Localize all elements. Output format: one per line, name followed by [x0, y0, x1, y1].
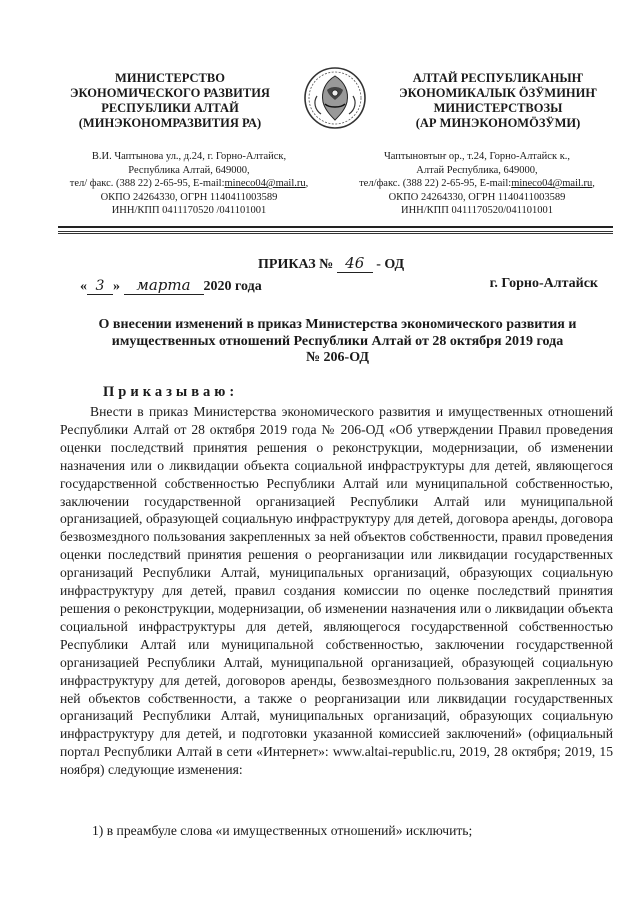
order-body-paragraph: Внести в приказ Министерства экономического развития и имущественных отношений Республики Алтай от 28 октября 2019 года № 206-ОД «Об утверждении Правил проведения оценки последствий принятия решения о реконструкции, модернизации, об изменении назначения или о ликвидации объекта социальной инфраструктуры для детей, являющегося государственной собственностью Республики Алтай или муниципальной собственностью, заключении государственной организацией Республики Алтай или муниципальной организацией, образующей социальную инфраструктуру для детей, договора аренды, договора безвозмездного пользования закрепленных за ней объектов собственности, правил проведения оценки последствий принятия решения о реорганизации или ликвидации государственных организаций Республики Алтай, муниципальных организаций, образующих социальную инфраструктуру для детей, правил создания комиссии по оценке последствий принятия решения о реконструкции, модернизации, об изменении назначения или о ликвидации объекта социальной инфраструктуры для детей, являющегося государственной собственностью Республики Алтай или муниципальной собственностью, заключении государственной организацией Республики Алтай, муниципальной организацией, образующей социальную инфраструктуру для детей, договоров аренды, безвозмездного пользования закрепленных за ней объектов собственности, а также о реорганизации или ликвидации государственных организаций Республики Алтай, муниципальных организаций, образующих социальную инфраструктуру для детей, и подготовки указанной комиссией заключений» (официальный портал Республики Алтай в сети «Интернет»: www.altai-republic.ru, 2019, 28 октября; 2019, 15 ноября) следующие изменения:: [60, 404, 613, 778]
right-ministry-line: (АР МИНЭКОНОМӦЗӰМИ): [415, 116, 581, 130]
order-title-prefix: ПРИКАЗ №: [258, 257, 334, 272]
order-month: марта: [124, 276, 204, 295]
right-address-street: Чаптыновтыҥ ор., т.24, Горно-Алтайск к.,: [383, 151, 571, 162]
date-quote-close: »: [113, 279, 120, 294]
right-ministry-line: АЛТАЙ РЕСПУБЛИКАНЫҤ: [412, 71, 584, 85]
left-contacts-suffix: ,: [305, 178, 309, 190]
right-email-link[interactable]: mineco04@mail.ru: [511, 178, 593, 190]
document-heading: [60, 317, 615, 367]
right-ministry-line: ЭКОНОМИКАЛЫК ӦЗӰМИНИҤ: [399, 86, 597, 100]
right-phone-label: тел/факс. (388 22) 2-65-95, E-mail:: [359, 178, 512, 190]
prikazyvayu-label: Приказываю:: [103, 384, 239, 400]
left-ministry-line: (МИНЭКОНОМРАЗВИТИЯ РА): [78, 116, 262, 130]
order-date: [80, 276, 262, 295]
left-address-inn: ИНН/КПП 0411170520 /041101001: [111, 205, 267, 217]
order-title: [258, 254, 404, 273]
date-quote-open: «: [80, 279, 87, 294]
header-divider-bottom: [58, 231, 613, 234]
order-item-1: 1) в преамбуле слова «и имущественных отношений» исключить;: [92, 823, 473, 838]
order-city: г. Горно-Алтайск: [489, 276, 598, 291]
left-ministry-line: РЕСПУБЛИКИ АЛТАЙ: [101, 101, 239, 115]
right-address-okpo: ОКПО 24264330, ОГРН 1140411003589: [388, 191, 566, 203]
left-email-link[interactable]: mineco04@mail.ru: [224, 178, 306, 190]
right-address-contacts: [332, 177, 622, 191]
right-address-region: Алтай Республика, 649000,: [416, 164, 538, 176]
heading-line: О внесении изменений в приказ Министерства экономического развития и: [98, 317, 577, 332]
right-address-inn: ИНН/КПП 0411170520/041101001: [401, 205, 553, 217]
order-number: 46: [337, 254, 373, 273]
heading-line: имущественных отношений Республики Алтай от 28 октября 2019 года: [111, 333, 564, 349]
right-address-block: [332, 150, 622, 218]
right-contacts-suffix: ,: [592, 178, 595, 190]
order-day: 3: [87, 278, 113, 295]
left-ministry-line: ЭКОНОМИЧЕСКОГО РАЗВИТИЯ: [70, 86, 270, 100]
left-address-region: Республика Алтай, 649000,: [128, 164, 250, 176]
header-divider-top: [58, 226, 613, 228]
left-address-street: В.И. Чаптынова ул., д.24, г. Горно-Алтайск,: [91, 151, 287, 162]
order-title-suffix: - ОД: [376, 257, 405, 272]
right-ministry-name: [388, 71, 608, 131]
left-phone-label: тел/ факс. (388 22) 2-65-95, E-mail:: [69, 178, 225, 190]
left-ministry-line: МИНИСТЕРСТВО: [115, 71, 225, 85]
left-address-contacts: [44, 177, 334, 191]
left-address-block: [44, 150, 334, 218]
right-ministry-line: МИНИСТЕРСТВОЗЫ: [433, 101, 563, 115]
left-ministry-name: [60, 71, 280, 131]
order-body: [60, 403, 613, 779]
left-address-okpo: ОКПО 24264330, ОГРН 1140411003589: [100, 191, 278, 203]
altai-republic-coat-of-arms-icon: [303, 66, 367, 130]
order-year: 2020 года: [203, 279, 262, 294]
heading-line: № 206-ОД: [305, 350, 370, 365]
